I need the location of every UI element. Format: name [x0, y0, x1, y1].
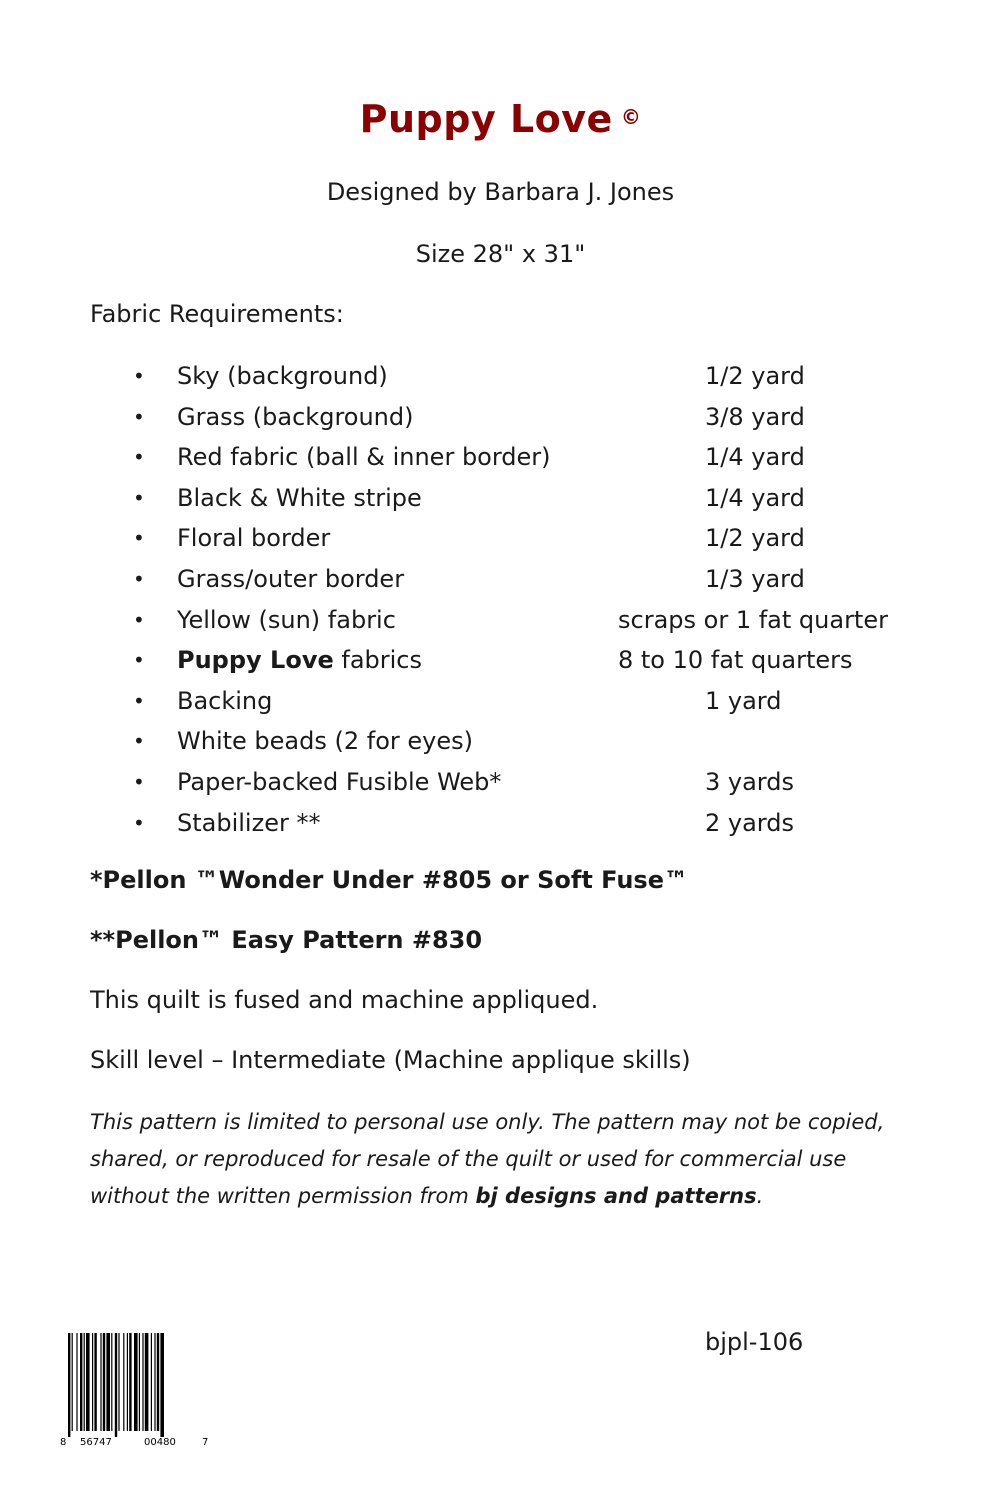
- barcode-digits-left: 56747: [80, 1437, 112, 1448]
- bullet: •: [133, 688, 145, 713]
- quilt-size: Size 28" x 31": [415, 240, 586, 268]
- barcode-digit-last: 7: [202, 1437, 209, 1448]
- construction-note: This quilt is fused and machine appliqued.: [90, 986, 599, 1014]
- item-qty: 2 yards: [705, 808, 794, 837]
- barcode-bar: [123, 1333, 124, 1431]
- bullet: •: [133, 607, 145, 632]
- barcode-bar: [111, 1333, 112, 1431]
- barcode-bar: [151, 1333, 152, 1431]
- item-name-rest: fabrics: [333, 646, 423, 675]
- item-qty: scraps or 1 fat quarter: [618, 605, 888, 634]
- barcode-bar: [118, 1333, 119, 1431]
- list-item: [0, 807, 1001, 848]
- barcode-bar: [100, 1333, 101, 1431]
- fusible-web-note: *Pellon ™Wonder Under #805 or Soft Fuse™: [90, 866, 688, 894]
- license-end: .: [756, 1184, 764, 1208]
- item-name: Black & White stripe: [177, 483, 422, 512]
- item-qty: 1/4 yard: [705, 483, 805, 512]
- barcode-bar: [142, 1333, 143, 1431]
- list-item: [0, 725, 1001, 766]
- bullet: •: [133, 729, 145, 754]
- bullet: •: [133, 364, 145, 388]
- item-name: Stabilizer **: [177, 808, 321, 837]
- barcode-bar: [139, 1333, 140, 1431]
- bullet: •: [133, 810, 145, 835]
- title-text: Puppy Love: [359, 97, 613, 141]
- list-item: [0, 401, 1001, 442]
- list-item: [0, 360, 1001, 401]
- barcode-bars: [68, 1333, 164, 1437]
- barcode-bar: [72, 1333, 73, 1431]
- barcode-bar: [103, 1333, 105, 1431]
- barcode-bar: [129, 1333, 131, 1431]
- barcode-bar: [80, 1333, 82, 1431]
- item-qty: 3/8 yard: [705, 402, 805, 431]
- page-title: [0, 97, 1001, 141]
- item-name: [177, 644, 422, 676]
- list-item: [0, 522, 1001, 563]
- item-name: Yellow (sun) fabric: [177, 605, 396, 634]
- barcode-bar: [106, 1333, 110, 1431]
- product-code: bjpl-106: [705, 1328, 804, 1356]
- list-item: [0, 482, 1001, 523]
- fabric-requirements-heading: Fabric Requirements:: [90, 300, 344, 328]
- bullet: •: [133, 648, 145, 673]
- list-item: [0, 563, 1001, 604]
- bullet: •: [133, 404, 145, 429]
- item-name: Backing: [177, 686, 273, 715]
- list-item: [0, 685, 1001, 726]
- bullet: •: [133, 566, 145, 591]
- bullet: •: [133, 769, 145, 794]
- barcode-bar: [154, 1333, 155, 1431]
- barcode-bar: [84, 1333, 85, 1431]
- item-qty: 1/4 yard: [705, 443, 805, 472]
- barcode-bar: [115, 1333, 117, 1437]
- list-item: [0, 441, 1001, 482]
- bullet: •: [133, 445, 145, 470]
- license-notice: [90, 1104, 910, 1215]
- fabric-list: [0, 360, 1001, 847]
- bullet: •: [133, 526, 145, 551]
- bullet: •: [133, 485, 145, 510]
- designer-credit: Designed by Barbara J. Jones: [326, 178, 675, 206]
- barcode-bar: [76, 1333, 77, 1431]
- barcode-bar: [127, 1333, 128, 1431]
- list-item: [0, 644, 1001, 685]
- item-name: Paper-backed Fusible Web*: [177, 767, 502, 796]
- copyright-symbol: ©: [620, 105, 642, 130]
- barcode-bar: [94, 1333, 96, 1431]
- barcode-digits-right: 00480: [144, 1437, 176, 1448]
- barcode: [60, 1333, 210, 1448]
- barcode-bar: [92, 1333, 93, 1431]
- barcode-bar: [86, 1333, 90, 1431]
- item-name: Grass (background): [177, 402, 414, 431]
- license-text: This pattern is limited to personal use only. The pattern may not be copied, shared, or reproduced for resale of the quilt or used for commercial use without the written permission from: [90, 1110, 885, 1208]
- barcode-bar: [145, 1333, 149, 1431]
- item-qty: 1/2 yard: [705, 362, 805, 390]
- barcode-bar: [134, 1333, 138, 1431]
- barcode-bar: [160, 1333, 164, 1437]
- barcode-digit-first: 8: [60, 1437, 67, 1448]
- item-qty: 3 yards: [705, 767, 794, 796]
- item-qty: 1/2 yard: [705, 524, 805, 553]
- license-company: bj designs and patterns: [475, 1184, 757, 1208]
- stabilizer-note: **Pellon™ Easy Pattern #830: [90, 926, 483, 954]
- item-qty: 8 to 10 fat quarters: [618, 646, 853, 675]
- item-name-bold: Puppy Love: [177, 646, 334, 675]
- item-name: Grass/outer border: [177, 564, 405, 593]
- item-name: Floral border: [177, 524, 331, 553]
- list-item: [0, 604, 1001, 645]
- list-item: [0, 766, 1001, 807]
- item-name: Red fabric (ball & inner border): [177, 443, 551, 472]
- barcode-bar: [157, 1333, 159, 1431]
- barcode-bar: [68, 1333, 70, 1437]
- item-qty: 1 yard: [705, 686, 782, 715]
- item-qty: 1/3 yard: [705, 564, 805, 593]
- item-name: Sky (background): [177, 362, 388, 390]
- skill-level: Skill level – Intermediate (Machine applique skills): [90, 1046, 691, 1074]
- item-name: White beads (2 for eyes): [177, 727, 473, 756]
